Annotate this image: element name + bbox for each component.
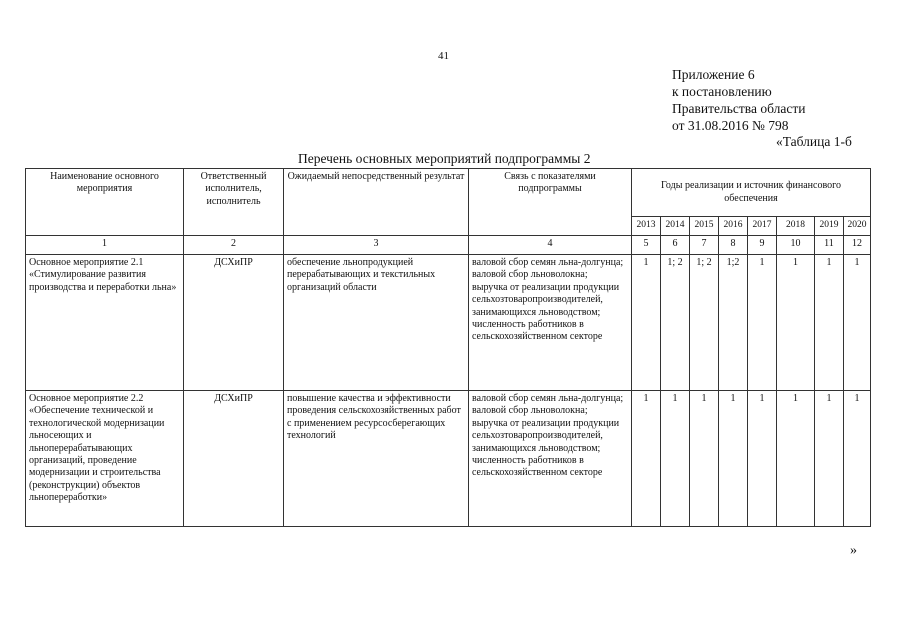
column-number: 2 <box>184 236 284 255</box>
header-row <box>26 169 871 217</box>
year-cell: 2017 <box>748 217 777 236</box>
link-line: валовой сбор семян льна-долгунца; <box>472 393 624 404</box>
measure-result: повышение качества и эффективности проведения сельскохозяйственных работ с применением ресурсосберегающих технологий <box>284 391 469 527</box>
closing-quote: » <box>850 543 857 558</box>
appendix-line: к постановлению <box>672 84 772 99</box>
table-row <box>26 255 871 391</box>
measures-table <box>25 168 871 527</box>
year-value: 1;2 <box>719 255 748 391</box>
link-line: численность работников в сельскохозяйственном секторе <box>472 319 603 343</box>
header-link: Связь с показателями подпрограммы <box>469 169 632 236</box>
column-number-row <box>26 236 871 255</box>
year-cell: 2015 <box>690 217 719 236</box>
measure-result: обеспечение льнопродукцией перерабатывающих и текстильных организаций области <box>284 255 469 391</box>
link-line: валовой сбор льноволокна; <box>472 269 588 281</box>
measure-link <box>469 255 632 391</box>
header-result: Ожидаемый непосредственный результат <box>284 169 469 236</box>
year-value: 1; 2 <box>661 255 690 391</box>
year-value: 1 <box>777 255 815 391</box>
measure-link <box>469 391 632 527</box>
year-value: 1 <box>815 255 844 391</box>
link-line: валовой сбор семян льна-долгунца; <box>472 257 624 268</box>
column-number: 12 <box>844 236 871 255</box>
measure-executor: ДСХиПР <box>184 255 284 391</box>
year-value: 1 <box>777 391 815 527</box>
column-number: 10 <box>777 236 815 255</box>
column-number: 7 <box>690 236 719 255</box>
year-value: 1 <box>844 255 871 391</box>
year-cell: 2019 <box>815 217 844 236</box>
table-reference: «Таблица 1-б <box>776 134 852 149</box>
year-value: 1 <box>632 391 661 527</box>
year-value: 1; 2 <box>690 255 719 391</box>
table-row <box>26 391 871 527</box>
year-value: 1 <box>719 391 748 527</box>
column-number: 1 <box>26 236 184 255</box>
year-value: 1 <box>815 391 844 527</box>
measure-executor: ДСХиПР <box>184 391 284 527</box>
measure-name: Основное мероприятие 2.2 «Обеспечение технической и технологической модернизации льносеющих и льноперерабатывающих организаций, проведение модернизации и строительства (реконструкции) объектов льнопереработки» <box>26 391 184 527</box>
column-number: 11 <box>815 236 844 255</box>
year-value: 1 <box>632 255 661 391</box>
year-value: 1 <box>748 255 777 391</box>
year-cell: 2020 <box>844 217 871 236</box>
year-cell: 2013 <box>632 217 661 236</box>
year-cell: 2018 <box>777 217 815 236</box>
column-number: 9 <box>748 236 777 255</box>
appendix-block <box>672 66 805 134</box>
document-title: Перечень основных мероприятий подпрограммы 2 <box>298 151 591 166</box>
year-value: 1 <box>844 391 871 527</box>
link-line: численность работников в сельскохозяйственном секторе <box>472 455 603 479</box>
header-executor: Ответственный исполнитель, исполнитель <box>184 169 284 236</box>
link-line: выручка от реализации продукции сельхозтоваропроизводителей, занимающихся льноводством; <box>472 281 620 318</box>
column-number: 3 <box>284 236 469 255</box>
year-cell: 2014 <box>661 217 690 236</box>
column-number: 4 <box>469 236 632 255</box>
column-number: 6 <box>661 236 690 255</box>
header-years: Годы реализации и источник финансового обеспечения <box>632 169 871 217</box>
link-line: выручка от реализации продукции сельхозтоваропроизводителей, занимающихся льноводством; <box>472 417 620 454</box>
page-number: 41 <box>438 50 449 62</box>
column-number: 5 <box>632 236 661 255</box>
link-line: валовой сбор льноволокна; <box>472 405 588 417</box>
appendix-line: Правительства области <box>672 101 806 116</box>
header-name: Наименование основного мероприятия <box>26 169 184 236</box>
year-value: 1 <box>690 391 719 527</box>
measure-name: Основное мероприятие 2.1 «Стимулирование развития производства и переработки льна» <box>26 255 184 391</box>
year-value: 1 <box>661 391 690 527</box>
column-number: 8 <box>719 236 748 255</box>
appendix-line: от 31.08.2016 № 798 <box>672 118 789 133</box>
appendix-line: Приложение 6 <box>672 67 755 82</box>
year-cell: 2016 <box>719 217 748 236</box>
year-value: 1 <box>748 391 777 527</box>
